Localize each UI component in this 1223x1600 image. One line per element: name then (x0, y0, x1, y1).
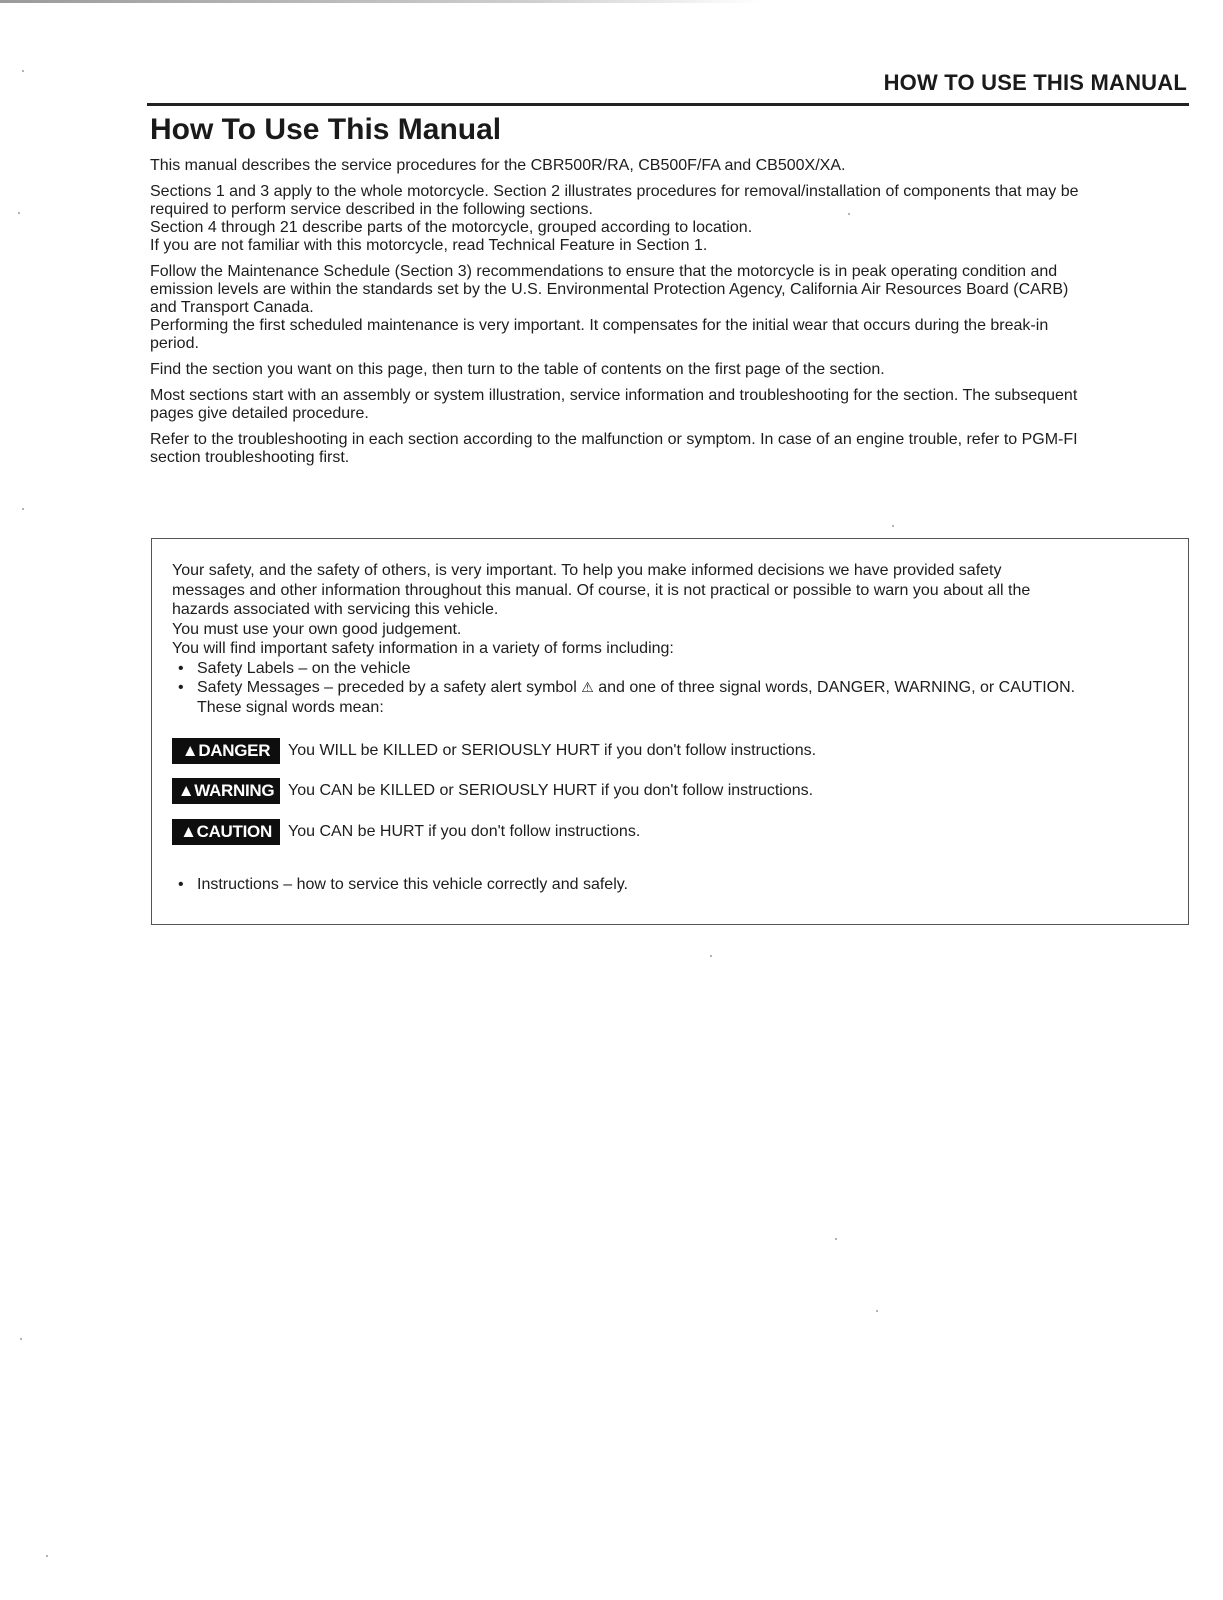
danger-label: ▲DANGER (172, 738, 280, 764)
intro-line: Sections 1 and 3 apply to the whole motorcycle. Section 2 illustrates procedures for removal/installation of components that may be (150, 183, 1079, 200)
intro-paragraph-6 (150, 431, 1190, 467)
bullet-text: Safety Labels – on the vehicle (197, 659, 411, 677)
scan-speck (710, 955, 712, 957)
bullet-text: Instructions – how to service this vehicle correctly and safely. (197, 876, 628, 893)
intro-line: This manual describes the service procedures for the CBR500R/RA, CB500F/FA and CB500X/XA. (150, 157, 846, 174)
scan-speck (892, 525, 894, 527)
bullet-text: Safety Messages – preceded by a safety alert symbol (197, 679, 582, 696)
scan-edge-shadow (0, 0, 760, 3)
safety-line: Your safety, and the safety of others, is very important. To help you make informed decisions we have provided safety (172, 562, 1002, 579)
scan-speck (876, 1310, 878, 1312)
signal-danger (172, 738, 816, 764)
safety-line: You will find important safety information in a variety of forms including: (172, 640, 674, 657)
bullet-text: and one of three signal words, DANGER, WARNING, or CAUTION. (593, 679, 1076, 696)
scan-speck (22, 70, 24, 72)
scan-speck (20, 1338, 22, 1340)
intro-paragraph-1 (150, 157, 1190, 175)
intro-line: Find the section you want on this page, then turn to the table of contents on the first page of the section. (150, 361, 885, 378)
intro-line: If you are not familiar with this motorcycle, read Technical Feature in Section 1. (150, 237, 708, 254)
safety-line: messages and other information throughout this manual. Of course, it is not practical or possible to warn you about all the (172, 581, 1031, 599)
intro-paragraph-5 (150, 387, 1190, 423)
intro-line: Section 4 through 21 describe parts of the motorcycle, grouped according to location. (150, 219, 753, 236)
bullet-text: These signal words mean: (197, 698, 384, 716)
bullet-safety-labels (172, 659, 1162, 679)
intro-text (150, 157, 1190, 467)
intro-paragraph-3 (150, 263, 1190, 353)
scan-speck (46, 1555, 48, 1557)
scan-speck (848, 213, 850, 215)
danger-text: You WILL be KILLED or SERIOUSLY HURT if you don't follow instructions. (288, 742, 817, 759)
scan-speck (18, 212, 20, 214)
running-header: HOW TO USE THIS MANUAL (883, 70, 1187, 95)
safety-notice-box (151, 538, 1189, 925)
intro-line: section troubleshooting first. (150, 449, 350, 466)
intro-line: Refer to the troubleshooting in each section according to the malfunction or symptom. In case of an engine trouble, refer to PGM-FI (150, 431, 1078, 448)
signal-caution (172, 819, 640, 845)
bullet-instructions (172, 875, 1162, 895)
safety-line: You must use your own good judgement. (172, 620, 462, 638)
safety-alert-icon: ⚠ (581, 679, 594, 695)
intro-paragraph-2 (150, 183, 1190, 255)
scan-speck (22, 508, 24, 510)
intro-line: period. (150, 335, 199, 352)
bullet-icon: • (178, 876, 184, 893)
scan-speck (835, 1238, 837, 1240)
intro-paragraph-4 (150, 361, 1190, 379)
caution-label: ▲CAUTION (172, 819, 280, 845)
header-rule (147, 103, 1189, 106)
intro-line: pages give detailed procedure. (150, 405, 369, 422)
intro-line: emission levels are within the standards set by the U.S. Environmental Protection Agency, California Air Resources Board (CARB) (150, 281, 1069, 298)
intro-line: Performing the first scheduled maintenance is very important. It compensates for the initial wear that occurs during the break-in (150, 317, 1049, 334)
bullet-safety-messages (172, 678, 1162, 717)
warning-text: You CAN be KILLED or SERIOUSLY HURT if you don't follow instructions. (288, 782, 814, 799)
page-title: How To Use This Manual (150, 113, 502, 146)
warning-label: ▲WARNING (172, 778, 280, 804)
intro-line: Follow the Maintenance Schedule (Section 3) recommendations to ensure that the motorcycle is in peak operating condition and (150, 263, 1058, 280)
intro-line: required to perform service described in the following sections. (150, 201, 593, 218)
caution-text: You CAN be HURT if you don't follow instructions. (288, 823, 641, 840)
bullet-instructions-item (172, 875, 1162, 895)
bullet-icon: • (178, 679, 184, 696)
safety-line: hazards associated with servicing this vehicle. (172, 601, 499, 618)
safety-text (172, 561, 1162, 717)
intro-line: Most sections start with an assembly or system illustration, service information and troubleshooting for the section. The subsequent (150, 387, 1078, 404)
signal-warning (172, 778, 813, 804)
bullet-icon: • (178, 659, 184, 677)
intro-line: and Transport Canada. (150, 299, 314, 316)
